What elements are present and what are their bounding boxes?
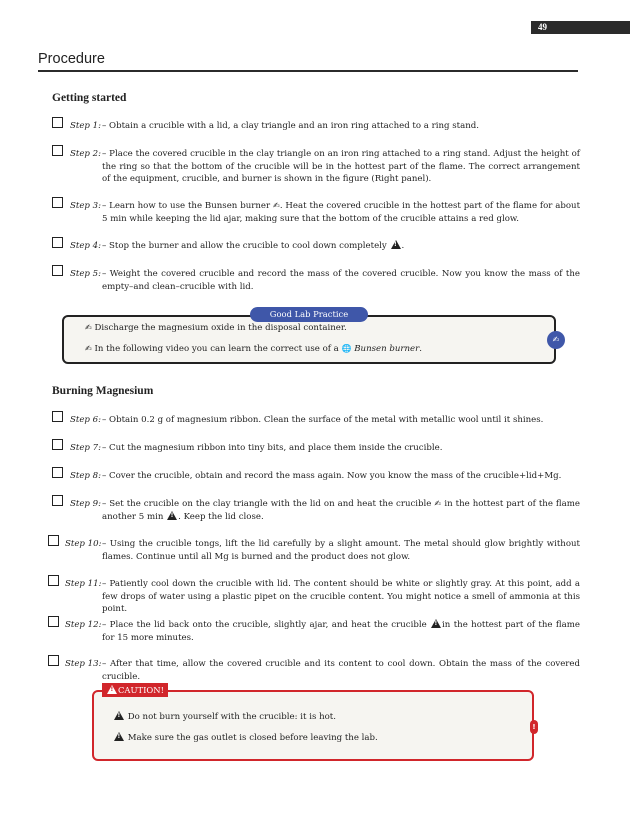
- step-10-checkbox[interactable]: [48, 535, 59, 546]
- warning-icon: [167, 511, 177, 520]
- step-13-checkbox[interactable]: [48, 655, 59, 666]
- burning-magnesium-heading: Burning Magnesium: [52, 385, 154, 397]
- warning-icon: [391, 240, 401, 249]
- step-text: – Obtain a crucible with a lid, a clay triangle and an iron ring attached to a ring stand.: [102, 121, 480, 131]
- note-pen-icon[interactable]: ✍: [434, 499, 442, 508]
- bunsen-burner-video-link[interactable]: Bunsen burner: [354, 344, 420, 354]
- warning-icon: [114, 732, 124, 741]
- caution-item-2: ! Make sure the gas outlet is closed before leaving the lab.: [113, 732, 378, 743]
- page-number: 49: [531, 21, 630, 34]
- step-5-checkbox[interactable]: [52, 265, 63, 276]
- step-label: Step 5:: [70, 269, 102, 279]
- step-label: Step 2:: [70, 149, 102, 159]
- title-rule: [38, 70, 578, 72]
- step-text: – Patiently cool down the crucible with lid. The content should be white or slightly gray. At this point, add a few drops of water using a plastic pipet on the crucible content. You might notice a smell of ammonia at this point.: [102, 579, 580, 614]
- step-8-checkbox[interactable]: [52, 467, 63, 478]
- step-text: – Set the crucible on the clay triangle with the lid on and heat the crucible ✍ in the hottest part of the flame another 5 min ! . Keep the lid close.: [102, 498, 580, 523]
- note-pen-icon[interactable]: ✍: [272, 201, 280, 210]
- step-12-checkbox[interactable]: [48, 616, 59, 627]
- step-7-checkbox[interactable]: [52, 439, 63, 450]
- caution-item-1: ! Do not burn yourself with the crucible: it is hot.: [113, 711, 336, 722]
- step-4-checkbox[interactable]: [52, 237, 63, 248]
- step-3-checkbox[interactable]: [52, 197, 63, 208]
- caution-box: [92, 690, 534, 761]
- step-label: Step 13:: [65, 659, 102, 669]
- step-6-checkbox[interactable]: [52, 411, 63, 422]
- globe-icon: 🌐: [341, 344, 352, 353]
- step-label: Step 9:: [70, 499, 102, 509]
- step-text: – Cut the magnesium ribbon into tiny bits, and place them inside the crucible.: [102, 443, 443, 453]
- step-text: – Cover the crucible, obtain and record the mass again. Now you know the mass of the crucible+lid+Mg.: [102, 471, 562, 481]
- step-label: Step 11:: [65, 579, 102, 589]
- step-label: Step 7:: [70, 443, 102, 453]
- note-pen-icon[interactable]: ✍: [547, 331, 565, 349]
- step-label: Step 12:: [65, 620, 102, 630]
- step-text: – Obtain 0.2 g of magnesium ribbon. Clean the surface of the metal with metallic wool until it shines.: [102, 415, 544, 425]
- step-text: – Using the crucible tongs, lift the lid carefully by a slight amount. The metal should glow brightly without flames. Continue until all Mg is burned and the product does not glow.: [102, 539, 580, 562]
- step-text: – Learn how to use the Bunsen burner ✍. Heat the covered crucible in the hottest part of the flame for about 5 min while keeping the lid ajar, making sure that the bottom of the crucible attains a red glow.: [102, 201, 581, 224]
- step-label: Step 1:: [70, 121, 102, 131]
- glp-item-1: ✍ Discharge the magnesium oxide in the disposal container.: [85, 323, 347, 333]
- getting-started-heading: Getting started: [52, 92, 127, 104]
- step-text: – After that time, allow the covered crucible and its content to cool down. Obtain the mass of the covered crucible.: [102, 659, 580, 682]
- section-title: Procedure: [38, 51, 105, 67]
- warning-icon: [114, 711, 124, 720]
- step-9-checkbox[interactable]: [52, 495, 63, 506]
- step-label: Step 10:: [65, 539, 102, 549]
- step-1-checkbox[interactable]: [52, 117, 63, 128]
- step-text: – Stop the burner and allow the crucible to cool down completely ! .: [102, 240, 580, 253]
- caution-title: !CAUTION!: [102, 683, 168, 697]
- step-label: Step 3:: [70, 201, 102, 211]
- warning-icon: [107, 685, 117, 694]
- warning-icon: [431, 619, 441, 628]
- good-lab-practice-title: Good Lab Practice: [250, 307, 368, 322]
- step-label: Step 8:: [70, 471, 102, 481]
- step-label: Step 6:: [70, 415, 102, 425]
- step-11-checkbox[interactable]: [48, 575, 59, 586]
- step-text: – Place the covered crucible in the clay triangle on an iron ring attached to a ring stand. Adjust the height of the ring so that the bottom of the crucible will be in the hottest part of the flame. The correct arrangement of the equipment, crucible, and burner is shown in the figure (Right panel).: [102, 149, 580, 184]
- note-pen-icon: ✍: [85, 323, 92, 332]
- step-text: – Place the lid back onto the crucible, slightly ajar, and heat the crucible ! in the hottest part of the flame for 15 more minutes.: [102, 619, 580, 644]
- step-text: – Weight the covered crucible and record the mass of the covered crucible. Now you know the mass of the empty–and clean–crucible with lid.: [102, 269, 580, 292]
- step-label: Step 4:: [70, 241, 102, 251]
- note-pen-icon: ✍: [85, 344, 92, 353]
- caution-marker[interactable]: !: [530, 720, 538, 734]
- glp-item-2: ✍ In the following video you can learn the correct use of a 🌐 Bunsen burner.: [85, 344, 422, 354]
- step-2-checkbox[interactable]: [52, 145, 63, 156]
